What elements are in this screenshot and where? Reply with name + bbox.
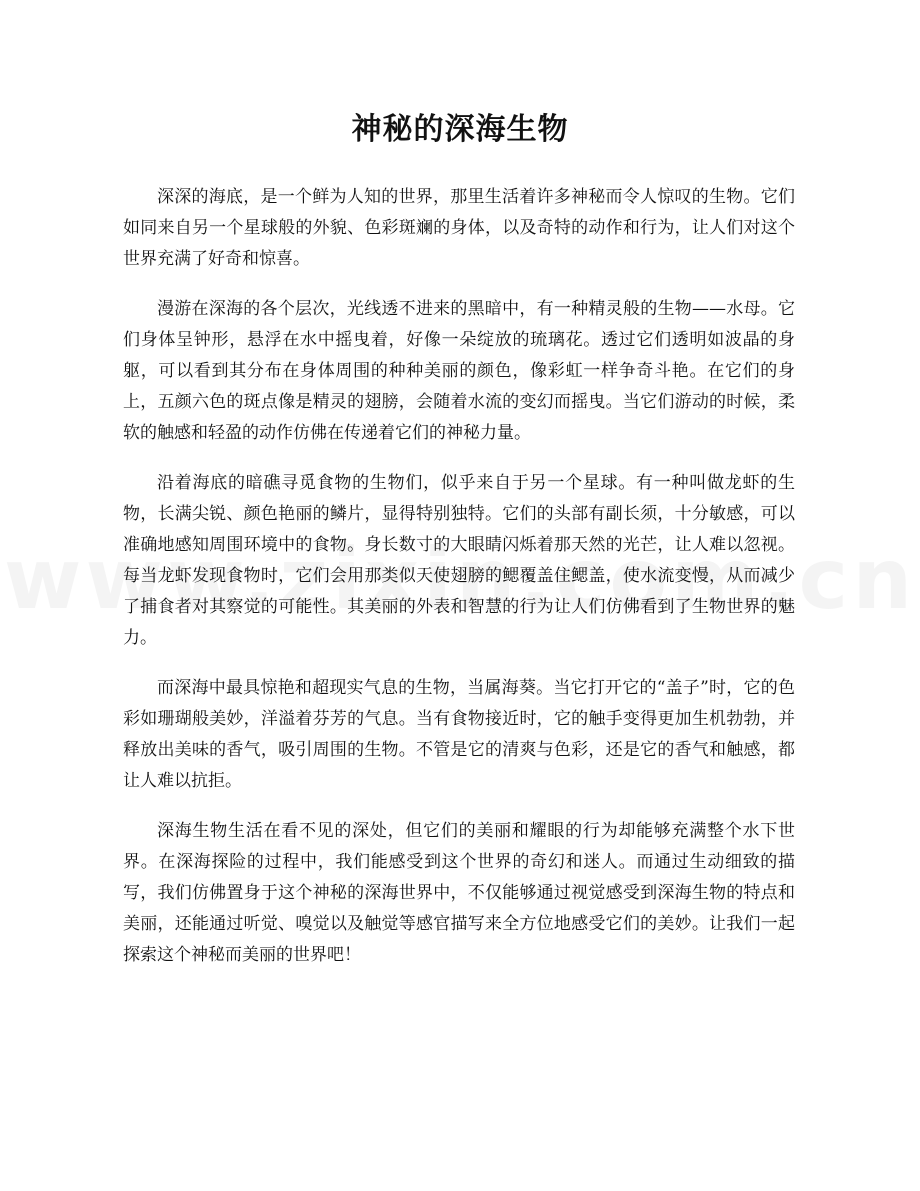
paragraph-sea-anemone: 而深海中最具惊艳和超现实气息的生物，当属海葵。当它打开它的“盖子”时，它的色彩如珊瑚般美妙，洋溢着芬芳的气息。当有食物接近时，它的触手变得更加生机勃勃，并释放出美味的香气，吸引周围的生物。不管是它的清爽与色彩，还是它的香气和触感，都让人难以抗拒。 (123, 678, 795, 791)
page-title: 神秘的深海生物 (351, 112, 569, 147)
paragraph-lobster: 沿着海底的暗礁寻觅食物的生物们，似乎来自于另一个星球。有一种叫做龙虾的生物，长满尖锐、颜色艳丽的鳞片，显得特别独特。它们的头部有副长须，十分敏感，可以准确地感知周围环境中的食物。身长数寸的大眼睛闪烁着那天然的光芒，让人难以忽视。每当龙虾发现食物时，它们会用那类似天使翅膀的鳃覆盖住鳃盖，使水流变慢，从而减少了捕食者对其察觉的可能性。其美丽的外表和智慧的行为让人们仿佛看到了生物世界的魅力。 (123, 473, 795, 648)
paragraph-intro: 深深的海底，是一个鲜为人知的世界，那里生活着许多神秘而令人惊叹的生物。它们如同来自另一个星球般的外貌、色彩斑斓的身体，以及奇特的动作和行为，让人们对这个世界充满了好奇和惊喜。 (123, 187, 795, 269)
paragraph-conclusion: 深海生物生活在看不见的深处，但它们的美丽和耀眼的行为却能够充满整个水下世界。在深海探险的过程中，我们能感受到这个世界的奇幻和迷人。而通过生动细致的描写，我们仿佛置身于这个神秘的深海世界中，不仅能够通过视觉感受到深海生物的特点和美丽，还能通过听觉、嗅觉以及触觉等感官描写来全方位地感受它们的美妙。让我们一起探索这个神秘而美丽的世界吧！ (123, 821, 795, 965)
document-body (123, 182, 795, 990)
paragraph-jellyfish: 漫游在深海的各个层次，光线透不进来的黑暗中，有一种精灵般的生物——水母。它们身体呈钟形，悬浮在水中摇曳着，好像一朵绽放的琉璃花。透过它们透明如波晶的身躯，可以看到其分布在身体周围的种种美丽的颜色，像彩虹一样争奇斗艳。在它们的身上，五颜六色的斑点像是精灵的翅膀，会随着水流的变幻而摇曳。当它们游动的时候，柔软的触感和轻盈的动作仿佛在传递着它们的神秘力量。 (123, 299, 795, 443)
